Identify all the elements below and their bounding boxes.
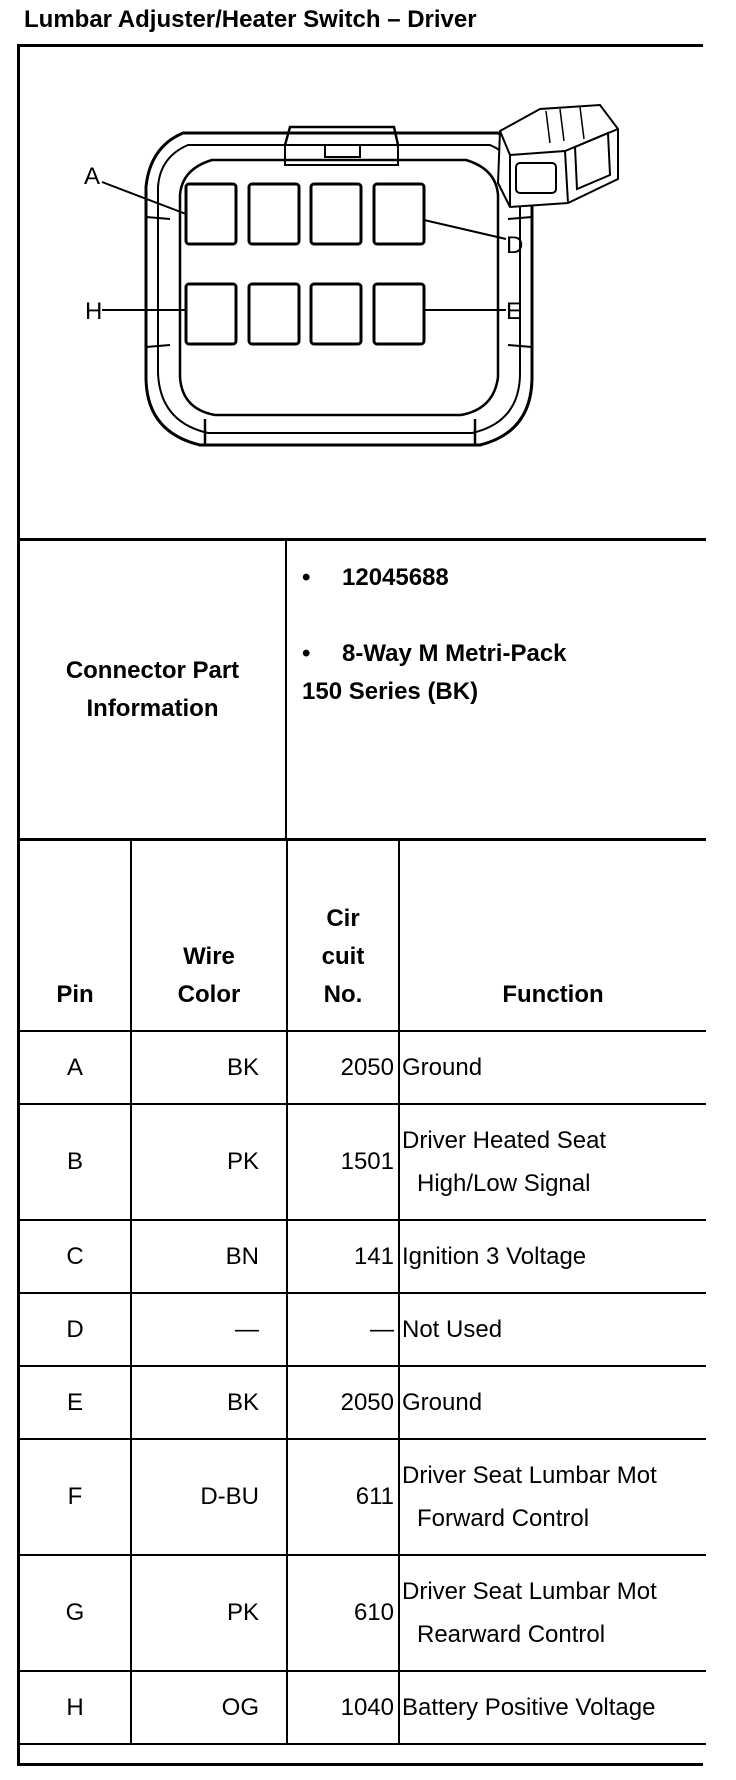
header-circuit-2: cuit <box>321 943 365 970</box>
header-function: Function <box>399 841 706 1031</box>
function-cell <box>399 1031 706 1104</box>
pin-cavity-e <box>374 284 424 344</box>
connector-part-info-label <box>20 541 287 838</box>
leader-line-d <box>424 220 506 239</box>
circuit-cell: 2050 <box>287 1366 399 1439</box>
leader-line-a <box>102 182 186 214</box>
table-row <box>20 1031 706 1104</box>
pin-cell: H <box>20 1671 131 1744</box>
function-cell <box>399 1220 706 1293</box>
connector-part-label-line2: Information <box>86 694 219 722</box>
page-title: Lumbar Adjuster/Heater Switch – Driver <box>24 6 477 33</box>
function-cell <box>399 1104 706 1220</box>
wire-color-cell: BK <box>131 1366 287 1439</box>
function-line-1: Not Used <box>402 1316 503 1343</box>
circuit-cell: 141 <box>287 1220 399 1293</box>
header-wire-color-1: Wire <box>183 943 235 970</box>
function-line-1: Driver Seat Lumbar Mot <box>402 1578 657 1605</box>
pin-cavity-f <box>311 284 361 344</box>
pin-label-a: A <box>84 163 101 190</box>
connector-description-1: 8-Way M Metri-Pack <box>342 640 567 667</box>
bullet-icon: • <box>302 640 311 667</box>
pin-cell: C <box>20 1220 131 1293</box>
function-line-1: Battery Positive Voltage <box>402 1694 656 1721</box>
function-cell <box>399 1366 706 1439</box>
wire-color-cell: — <box>131 1293 287 1366</box>
pin-cavity-b <box>249 184 299 244</box>
pin-cavity-a <box>186 184 236 244</box>
connector-part-info-values <box>302 559 692 711</box>
table-header-row <box>20 841 706 1031</box>
table-row <box>20 1671 706 1744</box>
circuit-cell: 1040 <box>287 1671 399 1744</box>
circuit-cell: 1501 <box>287 1104 399 1220</box>
wire-color-cell: OG <box>131 1671 287 1744</box>
part-number-line <box>302 559 692 597</box>
connector-thumbnail-icon <box>498 105 618 207</box>
connector-face-drawing <box>20 47 706 541</box>
table-row <box>20 1220 706 1293</box>
header-wire-color-2: Color <box>177 981 241 1008</box>
function-line-1: Ground <box>402 1054 483 1081</box>
wire-color-cell: PK <box>131 1555 287 1671</box>
pin-cell: B <box>20 1104 131 1220</box>
header-circuit-3: No. <box>323 981 363 1008</box>
pin-cell: A <box>20 1031 131 1104</box>
table-row <box>20 1439 706 1555</box>
function-cell <box>399 1293 706 1366</box>
pin-cell: D <box>20 1293 131 1366</box>
part-number: 12045688 <box>342 564 449 591</box>
pin-label-h: H <box>85 298 103 325</box>
table-row <box>20 1366 706 1439</box>
pin-label-d: D <box>506 232 524 259</box>
pin-label-e: E <box>506 298 523 325</box>
connector-diagram <box>20 47 706 541</box>
circuit-cell: 2050 <box>287 1031 399 1104</box>
wire-color-cell: BN <box>131 1220 287 1293</box>
pin-cavity-c <box>311 184 361 244</box>
function-line-1: Ignition 3 Voltage <box>402 1243 587 1270</box>
function-cell <box>399 1555 706 1671</box>
pin-cell: G <box>20 1555 131 1671</box>
pin-cavity-d <box>374 184 424 244</box>
function-line-2: Rearward Control <box>417 1621 606 1648</box>
function-cell <box>399 1671 706 1744</box>
pin-function-table <box>20 841 706 1745</box>
function-cell <box>399 1439 706 1555</box>
connector-part-information <box>20 541 706 841</box>
header-wire-color <box>131 841 287 1031</box>
circuit-cell: 610 <box>287 1555 399 1671</box>
function-line-2: High/Low Signal <box>417 1170 591 1197</box>
table-row <box>20 1293 706 1366</box>
function-line-2: Forward Control <box>417 1505 590 1532</box>
connector-latch <box>285 127 398 145</box>
connector-description-line <box>302 635 692 711</box>
pin-cell: E <box>20 1366 131 1439</box>
header-circuit-1: Cir <box>326 905 360 932</box>
bullet-icon: • <box>302 564 311 591</box>
circuit-cell: — <box>287 1293 399 1366</box>
wire-color-cell: BK <box>131 1031 287 1104</box>
header-circuit-no <box>287 841 399 1031</box>
function-line-1: Driver Seat Lumbar Mot <box>402 1462 657 1489</box>
wire-color-cell: PK <box>131 1104 287 1220</box>
header-pin: Pin <box>20 841 131 1031</box>
connector-description-2: 150 Series (BK) <box>302 678 479 705</box>
table-row <box>20 1555 706 1671</box>
wire-color-cell: D-BU <box>131 1439 287 1555</box>
table-row <box>20 1104 706 1220</box>
pin-cell: F <box>20 1439 131 1555</box>
connector-part-label-line1: Connector Part <box>65 656 240 684</box>
function-line-1: Ground <box>402 1389 483 1416</box>
connector-document <box>17 44 703 1766</box>
pin-cavity-g <box>249 284 299 344</box>
circuit-cell: 611 <box>287 1439 399 1555</box>
function-line-1: Driver Heated Seat <box>402 1127 607 1154</box>
pin-cavity-h <box>186 284 236 344</box>
